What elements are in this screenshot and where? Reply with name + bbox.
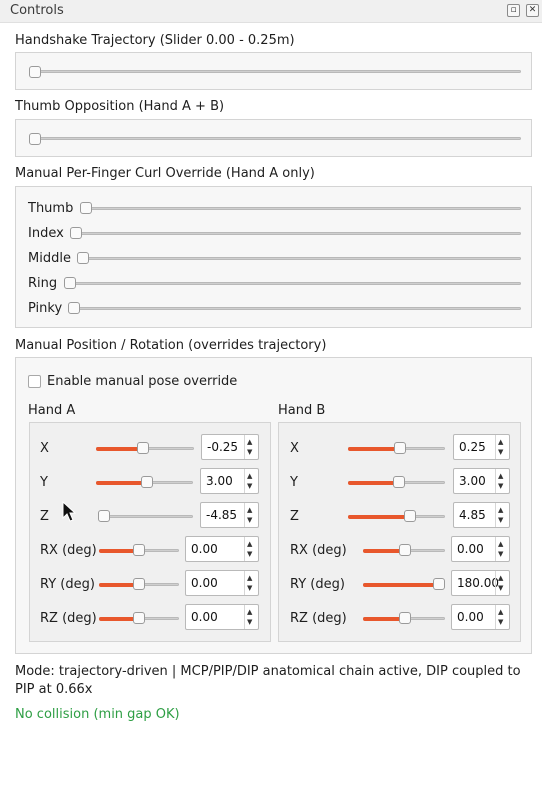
hand-a-rz-value: 0.00: [191, 610, 218, 624]
finger-curl-title: Manual Per-Finger Curl Override (Hand A only): [15, 166, 315, 181]
opposition-slider-track[interactable]: [30, 137, 521, 140]
close-icon[interactable]: ✕: [526, 4, 539, 17]
title-bar: [0, 0, 542, 23]
hand-b-rx-spinbox[interactable]: [451, 536, 510, 562]
mode-status-text: Mode: trajectory-driven | MCP/PIP/DIP anatomical chain active, DIP coupled to PIP at 0.66x: [15, 664, 521, 697]
hand-b-rx-label: RX (deg): [290, 543, 347, 558]
trajectory-slider-handle[interactable]: [29, 66, 41, 78]
hand-a-rx-value: 0.00: [191, 542, 218, 556]
hand-a-panel: [29, 422, 271, 642]
hand-a-rx-spinbox[interactable]: [185, 536, 259, 562]
spin-arrows-icon[interactable]: ▲ ▼: [495, 537, 509, 561]
hand-b-y-handle[interactable]: [393, 476, 405, 488]
hand-b-x-spinbox[interactable]: [453, 434, 510, 460]
hand-a-z-value: -4.85: [206, 508, 238, 522]
hand-b-x-fill: [348, 447, 400, 451]
hand-b-y-value: 3.00: [459, 474, 486, 488]
enable-manual-pose-label[interactable]: Enable manual pose override: [47, 374, 238, 389]
ring-slider-handle[interactable]: [64, 277, 76, 289]
hand-a-y-spinbox[interactable]: [200, 468, 259, 494]
hand-a-ry-value: 0.00: [191, 576, 218, 590]
hand-a-rz-label: RZ (deg): [40, 611, 97, 626]
hand-a-y-value: 3.00: [206, 474, 233, 488]
hand-b-z-fill: [348, 515, 410, 519]
hand-a-x-fill: [96, 447, 143, 451]
hand-b-rz-value: 0.00: [457, 610, 484, 624]
middle-slider-track[interactable]: [79, 257, 521, 260]
hand-a-z-track[interactable]: [100, 515, 193, 518]
hand-b-rz-handle[interactable]: [399, 612, 411, 624]
trajectory-title: Handshake Trajectory (Slider 0.00 - 0.25m): [15, 33, 295, 48]
float-icon[interactable]: ▫: [507, 4, 520, 17]
hand-b-z-value: 4.85: [459, 508, 486, 522]
opposition-group: [15, 119, 532, 157]
hand-b-x-label: X: [290, 441, 299, 456]
window-title: Controls: [10, 3, 64, 18]
hand-b-rx-handle[interactable]: [399, 544, 411, 556]
hand-a-y-fill: [96, 481, 146, 485]
index-slider-handle[interactable]: [70, 227, 82, 239]
hand-a-rz-handle[interactable]: [133, 612, 145, 624]
hand-b-y-fill: [348, 481, 398, 485]
hand-a-rx-label: RX (deg): [40, 543, 97, 558]
hand-a-z-handle[interactable]: [98, 510, 110, 522]
hand-b-y-spinbox[interactable]: [453, 468, 510, 494]
hand-a-title: Hand A: [28, 403, 76, 418]
hand-b-panel: [278, 422, 521, 642]
hand-b-rz-label: RZ (deg): [290, 611, 347, 626]
hand-a-x-label: X: [40, 441, 49, 456]
spin-arrows-icon[interactable]: ▲ ▼: [495, 435, 509, 459]
hand-a-ry-spinbox[interactable]: [185, 570, 259, 596]
ring-label: Ring: [28, 276, 58, 291]
index-label: Index: [28, 226, 64, 241]
spin-arrows-icon[interactable]: ▲ ▼: [244, 605, 258, 629]
ring-slider-track[interactable]: [66, 282, 521, 285]
middle-slider-handle[interactable]: [77, 252, 89, 264]
hand-b-rx-value: 0.00: [457, 542, 484, 556]
spin-arrows-icon[interactable]: ▲ ▼: [495, 605, 509, 629]
spin-arrows-icon[interactable]: ▲ ▼: [244, 537, 258, 561]
hand-a-z-label: Z: [40, 509, 49, 524]
hand-a-y-label: Y: [40, 475, 48, 490]
spin-arrows-icon[interactable]: ▲ ▼: [244, 469, 258, 493]
finger-curl-group: [15, 186, 532, 328]
hand-a-z-spinbox[interactable]: [200, 502, 259, 528]
thumb-slider-handle[interactable]: [80, 202, 92, 214]
hand-a-x-spinbox[interactable]: [201, 434, 259, 460]
hand-b-ry-spinbox[interactable]: [451, 570, 510, 596]
manual-pose-group: [15, 357, 532, 654]
thumb-slider-track[interactable]: [82, 207, 521, 210]
hand-a-ry-handle[interactable]: [133, 578, 145, 590]
hand-b-z-spinbox[interactable]: [453, 502, 510, 528]
hand-b-ry-fill: [363, 583, 440, 587]
spin-arrows-icon[interactable]: ▲ ▼: [495, 469, 509, 493]
trajectory-slider-track[interactable]: [30, 70, 521, 73]
hand-b-y-label: Y: [290, 475, 298, 490]
index-slider-track[interactable]: [72, 232, 521, 235]
pinky-slider-handle[interactable]: [68, 302, 80, 314]
hand-a-y-handle[interactable]: [141, 476, 153, 488]
hand-b-z-handle[interactable]: [404, 510, 416, 522]
hand-b-rz-spinbox[interactable]: [451, 604, 510, 630]
hand-b-x-handle[interactable]: [394, 442, 406, 454]
thumb-label: Thumb: [28, 201, 74, 216]
pinky-label: Pinky: [28, 301, 63, 316]
collision-status-text: No collision (min gap OK): [15, 707, 180, 722]
pinky-slider-track[interactable]: [70, 307, 521, 310]
enable-manual-pose-checkbox[interactable]: [28, 375, 41, 388]
spin-arrows-icon[interactable]: ▲ ▼: [244, 503, 258, 527]
opposition-slider-handle[interactable]: [29, 133, 41, 145]
hand-b-ry-label: RY (deg): [290, 577, 345, 592]
spin-arrows-icon[interactable]: ▲ ▼: [244, 571, 258, 595]
hand-a-rx-handle[interactable]: [133, 544, 145, 556]
mouse-cursor-icon: [62, 501, 76, 523]
hand-b-title: Hand B: [278, 403, 326, 418]
manual-pose-title: Manual Position / Rotation (overrides trajectory): [15, 338, 327, 353]
spin-arrows-icon[interactable]: ▲ ▼: [495, 571, 509, 595]
hand-a-x-value: -0.25: [207, 440, 239, 454]
middle-label: Middle: [28, 251, 71, 266]
hand-a-ry-label: RY (deg): [40, 577, 95, 592]
spin-arrows-icon[interactable]: ▲ ▼: [495, 503, 509, 527]
hand-a-x-handle[interactable]: [137, 442, 149, 454]
hand-b-ry-handle[interactable]: [433, 578, 445, 590]
opposition-title: Thumb Opposition (Hand A + B): [15, 99, 225, 114]
hand-b-ry-value: 180.00: [457, 576, 499, 590]
hand-a-rz-spinbox[interactable]: [185, 604, 259, 630]
trajectory-group: [15, 52, 532, 90]
hand-b-x-value: 0.25: [459, 440, 486, 454]
spin-arrows-icon[interactable]: ▲ ▼: [244, 435, 258, 459]
hand-b-z-label: Z: [290, 509, 299, 524]
